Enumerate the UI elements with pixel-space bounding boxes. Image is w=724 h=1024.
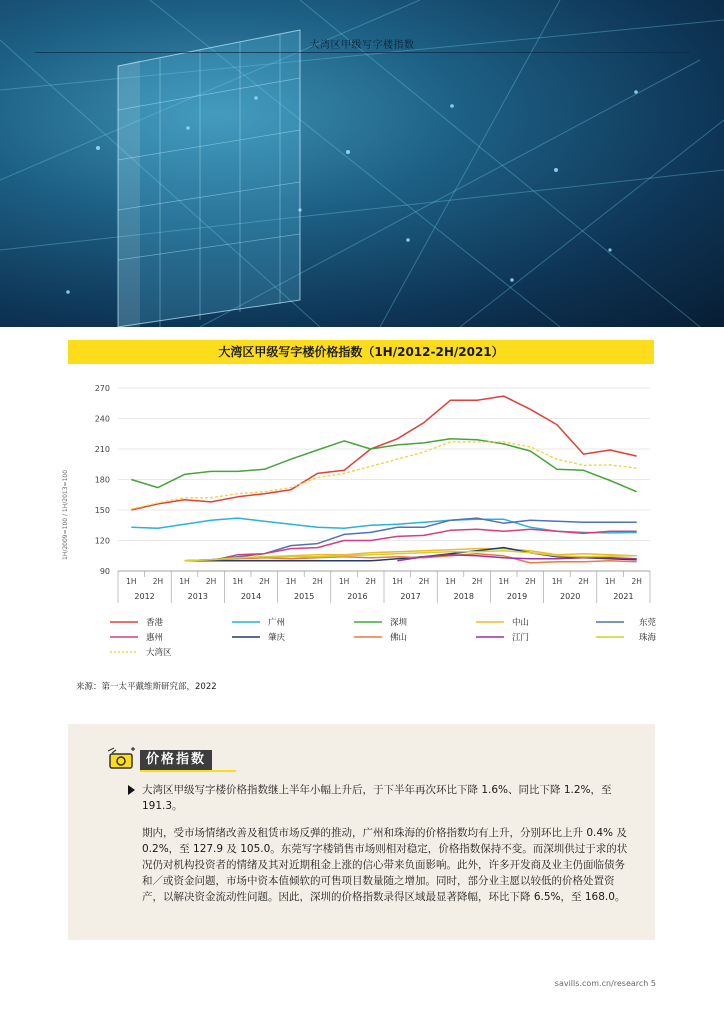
- hero-image: [0, 0, 724, 327]
- series-line: [131, 518, 636, 533]
- x-year-label: 2018: [453, 592, 474, 601]
- x-tick-label: 2H: [312, 577, 323, 586]
- x-year-label: 2017: [400, 592, 421, 601]
- x-tick-label: 1H: [126, 577, 137, 586]
- legend-label: 香港: [146, 618, 164, 628]
- legend-label: 江门: [512, 633, 530, 643]
- source-note: 来源：第一太平戴维斯研究部，2022: [76, 682, 217, 692]
- x-year-label: 2013: [187, 592, 208, 601]
- x-tick-label: 1H: [232, 577, 243, 586]
- x-year-label: 2021: [613, 592, 634, 601]
- line-chart: [60, 372, 660, 672]
- x-tick-label: 1H: [551, 577, 563, 586]
- x-tick-label: 2H: [205, 577, 217, 586]
- info-box-title: 价格指数: [140, 750, 212, 770]
- x-tick-label: 1H: [285, 577, 297, 586]
- y-axis-label: 1H/2009=100 / 1H/2013=100: [62, 469, 69, 560]
- legend-label: 佛山: [390, 633, 408, 643]
- x-tick-label: 1H: [338, 577, 350, 586]
- title-underline: [140, 770, 236, 772]
- y-tick-label: 270: [94, 384, 110, 393]
- header-rule: [35, 52, 690, 53]
- chart-title: 大湾区甲级写字楼价格指数（1H/2012-2H/2021）: [68, 340, 654, 364]
- legend-label: 深圳: [390, 618, 408, 628]
- x-year-label: 2016: [347, 592, 368, 601]
- x-tick-label: 2H: [152, 577, 164, 586]
- series-line: [131, 396, 636, 510]
- legend-label: 东莞: [638, 618, 656, 628]
- detail-paragraph: 期内，受市场情绪改善及租赁市场反弹的推动，广州和珠海的价格指数均有上升，分别环比上升 0.4% 及 0.2%，至 127.9 及 105.0。东莞写字楼销售市场则相对稳定，价格指数保持不变。而深圳供过于求的状况仍对机构投资者的情绪及其对近期租金上涨的信心带来负面影响。此外，许多开发商及业主仍面临债务和／或资金问题，市场中资本值倾软的可售项目数量随之增加。同时，部分业主愿以较低的价格处置资产，以解决资金流动性问题。因此，深圳的价格指数录得区域最显著降幅，环比下降 6.5%，至 168.0。: [142, 827, 628, 903]
- page-footer: savills.com.cn/research 5: [554, 979, 656, 988]
- y-tick-label: 120: [94, 536, 110, 546]
- y-tick-label: 180: [94, 475, 110, 485]
- x-year-label: 2014: [240, 592, 262, 601]
- money-icon: [104, 745, 138, 775]
- y-tick-label: 240: [94, 414, 110, 424]
- legend-label: 大湾区: [146, 648, 172, 658]
- page-header-title: 大湾区甲级写字楼指数: [309, 40, 415, 51]
- x-tick-label: 2H: [471, 577, 483, 586]
- x-year-label: 2019: [506, 592, 528, 601]
- bullet-arrow-icon: [128, 785, 135, 795]
- summary-paragraph: 大湾区甲级写字楼价格指数继上半年小幅上升后，于下半年再次环比下降 1.6%、同比下降 1.2%，至 191.3。: [142, 784, 612, 812]
- x-tick-label: 1H: [604, 577, 616, 586]
- series-line: [131, 442, 636, 509]
- x-tick-label: 1H: [179, 577, 190, 586]
- x-tick-label: 1H: [392, 577, 403, 586]
- legend-label: 中山: [512, 618, 530, 628]
- y-tick-label: 90: [99, 567, 110, 576]
- x-tick-label: 1H: [445, 577, 456, 586]
- x-tick-label: 2H: [259, 577, 270, 586]
- x-tick-label: 1H: [498, 577, 509, 586]
- y-tick-label: 150: [94, 506, 110, 515]
- x-tick-label: 2H: [578, 577, 589, 586]
- legend-label: 广州: [268, 618, 286, 628]
- x-year-label: 2015: [294, 592, 315, 601]
- legend-label: 肇庆: [268, 633, 286, 643]
- y-tick-label: 210: [94, 445, 110, 454]
- x-year-label: 2020: [560, 592, 581, 601]
- x-tick-label: 2H: [418, 577, 430, 586]
- legend-label: 惠州: [146, 633, 164, 643]
- legend-label: 珠海: [638, 633, 656, 643]
- series-line: [131, 439, 636, 492]
- x-year-label: 2012: [134, 592, 155, 601]
- x-tick-label: 2H: [525, 577, 536, 586]
- x-tick-label: 2H: [365, 577, 376, 586]
- x-tick-label: 2H: [631, 577, 642, 586]
